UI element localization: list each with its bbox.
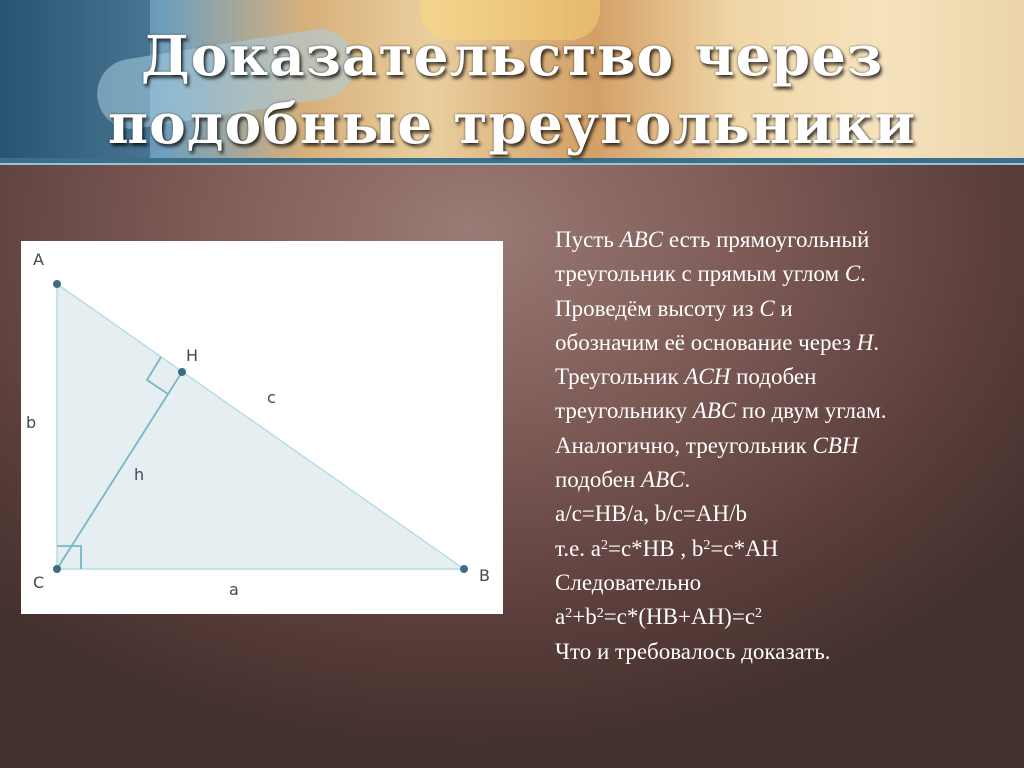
proof-line bbox=[555, 566, 1005, 600]
text-run: . bbox=[860, 261, 866, 287]
italic-term: C bbox=[844, 261, 861, 287]
proof-line bbox=[555, 463, 1005, 497]
proof-line bbox=[555, 532, 1005, 566]
italic-term: C bbox=[759, 295, 775, 321]
proof-text bbox=[555, 223, 1005, 669]
label-side-a: a bbox=[229, 580, 239, 599]
label-a-vertex: A bbox=[33, 250, 44, 269]
superscript: 2 bbox=[596, 606, 604, 622]
triangle-figure bbox=[21, 241, 503, 614]
text-run: подобен bbox=[555, 467, 642, 493]
superscript: 2 bbox=[601, 537, 608, 553]
proof-line bbox=[555, 326, 1005, 360]
text-run: подобен bbox=[730, 364, 817, 390]
point-b bbox=[460, 565, 468, 573]
text-run: a/c=HB/a, b/c=AH/b bbox=[555, 501, 748, 527]
text-run: . bbox=[684, 467, 691, 493]
text-run: Треугольник bbox=[555, 364, 685, 390]
label-side-b: b bbox=[26, 413, 37, 432]
text-run: есть прямоугольный bbox=[663, 227, 870, 252]
slide-title bbox=[0, 22, 1024, 158]
label-h-vertex: H bbox=[186, 346, 199, 365]
text-run: Аналогично, треугольник bbox=[555, 432, 813, 458]
proof-line bbox=[555, 223, 1005, 257]
label-altitude-h: h bbox=[134, 465, 145, 484]
superscript: 2 bbox=[703, 537, 711, 553]
italic-term: CBH bbox=[812, 432, 859, 458]
proof-line bbox=[555, 360, 1005, 394]
text-run: Проведём высоту из bbox=[555, 295, 760, 321]
point-a bbox=[53, 280, 61, 288]
proof-line bbox=[555, 257, 1005, 291]
triangle-diagram bbox=[21, 241, 503, 614]
text-run: обозначим её основание через bbox=[555, 329, 857, 355]
italic-term: H bbox=[856, 329, 874, 355]
text-run: Следовательно bbox=[555, 569, 702, 595]
text-run: a bbox=[555, 604, 566, 630]
point-c bbox=[53, 565, 61, 573]
banner-divider-highlight bbox=[0, 163, 1024, 165]
superscript: 2 bbox=[755, 606, 763, 622]
text-run: т.е. a bbox=[555, 535, 601, 561]
title-line-1: Доказательство через bbox=[140, 23, 884, 88]
italic-term: ABC bbox=[641, 467, 685, 493]
text-run: Пусть bbox=[555, 227, 620, 252]
proof-line bbox=[555, 429, 1005, 463]
italic-term: ACH bbox=[684, 364, 731, 390]
title-line-2: подобные треугольники bbox=[107, 91, 917, 156]
proof-line bbox=[555, 497, 1005, 531]
text-run: +b bbox=[572, 604, 597, 630]
text-run: =c*HB , b bbox=[608, 535, 704, 561]
text-run: треугольник с прямым углом bbox=[555, 261, 845, 287]
proof-line bbox=[555, 292, 1005, 326]
label-side-c: c bbox=[267, 388, 276, 407]
text-run: =c*AH bbox=[710, 535, 779, 561]
label-b-vertex: B bbox=[479, 566, 490, 585]
text-run: и bbox=[774, 295, 793, 321]
text-run: треугольнику bbox=[555, 398, 693, 424]
text-run: по двум углам. bbox=[736, 398, 887, 424]
proof-line bbox=[555, 635, 1005, 669]
proof-line bbox=[555, 600, 1005, 634]
text-run: Что и требовалось доказать. bbox=[555, 638, 831, 664]
proof-line bbox=[555, 394, 1005, 428]
italic-term: ABC bbox=[619, 227, 664, 252]
text-run: . bbox=[873, 329, 880, 355]
superscript: 2 bbox=[565, 606, 573, 622]
italic-term: ABC bbox=[692, 398, 737, 424]
text-run: =c*(HB+AH)=c bbox=[603, 604, 756, 630]
point-h bbox=[178, 368, 186, 376]
label-c-vertex: C bbox=[33, 573, 45, 592]
